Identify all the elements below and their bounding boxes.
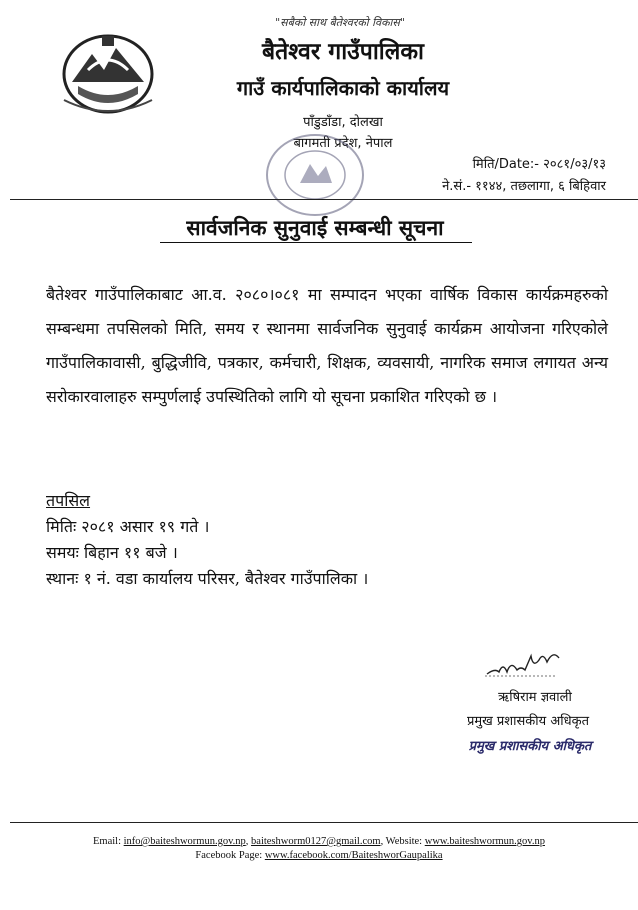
letter-date: मिति/Date:- २०८१/०३/१३ [472, 157, 606, 172]
email-link-1[interactable]: info@baiteshwormun.gov.np [123, 836, 246, 847]
email-link-2[interactable]: baiteshworm0127@gmail.com [251, 836, 381, 847]
notice-body: बैतेश्वर गाउँपालिकाबाट आ.व. २०८०।०८१ मा सम्पादन भएका वार्षिक विकास कार्यक्रमहरुको सम्बन्धमा तपसिलको मिति, समय र स्थानमा सार्वजनिक सुनुवाई कार्यक्रम आयोजना गरिएकोले गाउँपालिकावासी, बुद्धिजीवि, पत्रकार, कर्मचारी, शिक्षक, व्यवसायी, नागरिक समाज लगायत अन्य सरोकारवालाहरु सम्पुर्णलाई उपस्थितिको लागि यो सूचना प्रकाशित गरिएको छ । [46, 285, 608, 406]
footer-contact: Email: info@baiteshwormun.gov.np, baiteshworm0127@gmail.com, Website: www.baiteshwormun.gov.np [93, 836, 545, 847]
address-line-2: बागमती प्रदेश, नेपाल [293, 136, 393, 151]
details-place: स्थानः १ नं. वडा कार्यालय परिसर, बैतेश्वर गाउँपालिका । [46, 569, 369, 588]
nepal-emblem-logo [58, 30, 158, 118]
details-date: मितिः २०८१ असार १९ गते । [46, 517, 210, 536]
facebook-link[interactable]: www.facebook.com/BaiteshworGaupalika [264, 850, 443, 861]
details-section [46, 488, 606, 592]
motto: "सबैको साथ बैतेश्वरको विकास" [275, 16, 405, 29]
office-name: गाउँ कार्यपालिकाको कार्यालय [236, 76, 450, 100]
office-stamp [260, 128, 370, 223]
org-name: बैतेश्वर गाउँपालिका [262, 38, 424, 65]
details-time: समयः बिहान ११ बजे । [46, 543, 178, 562]
footer-divider [10, 822, 638, 823]
website-link[interactable]: www.baiteshwormun.gov.np [424, 836, 545, 847]
handwritten-signature [485, 648, 575, 680]
signatory-title: प्रमुख प्रशासकीय अधिकृत [466, 714, 590, 729]
footer-facebook: Facebook Page: www.facebook.com/BaiteshworGaupalika [195, 850, 443, 861]
subject-underline [160, 242, 472, 243]
address-line-1: पाँडुडाँडा, दोलखा [303, 115, 383, 130]
reference-number: ने.सं.- ११४४, तछलागा, ६ बिहिवार [442, 179, 606, 194]
notice-subject: सार्वजनिक सुनुवाई सम्बन्धी सूचना [186, 215, 444, 240]
signatory-name: ऋषिराम ज्ञवाली [498, 690, 572, 705]
signatory-stamp: प्रमुख प्रशासकीय अधिकृत [468, 739, 592, 754]
details-heading: तपसिल [46, 491, 91, 510]
header-divider [10, 199, 638, 200]
